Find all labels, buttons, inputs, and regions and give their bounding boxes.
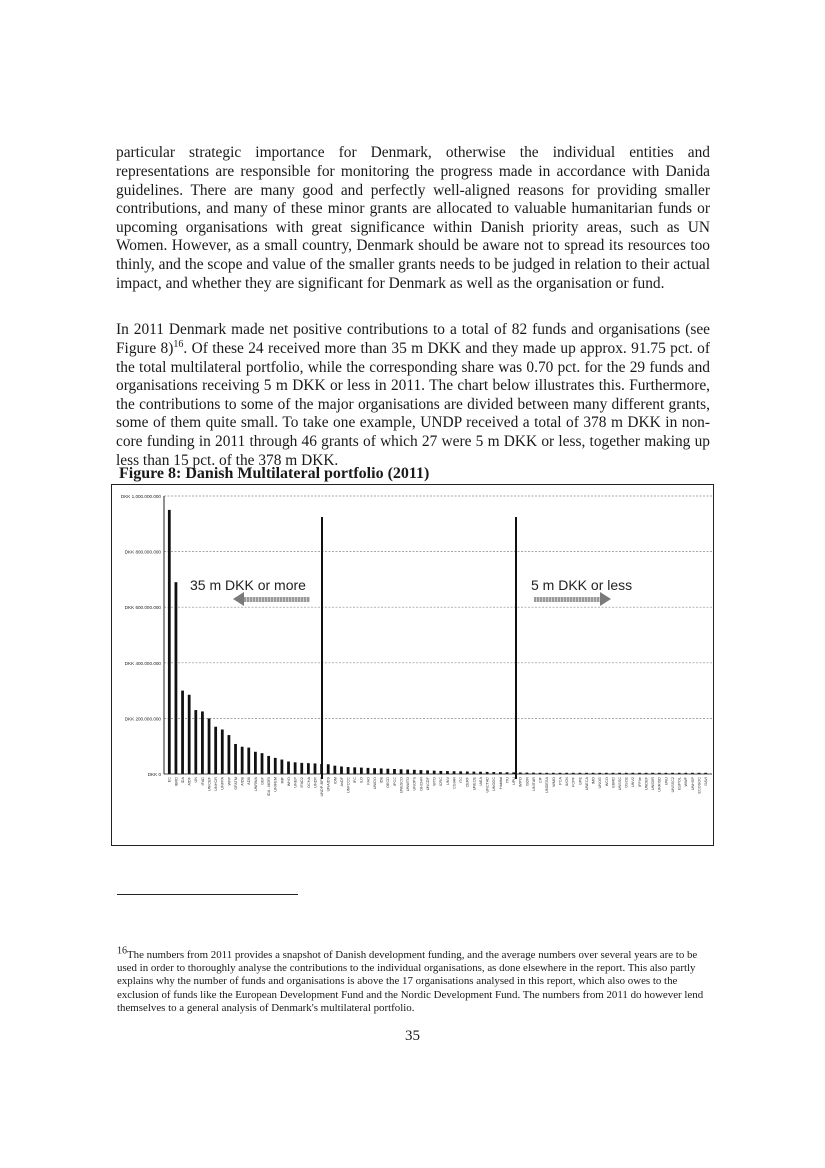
bar-1 bbox=[168, 510, 171, 774]
bar-31 bbox=[367, 768, 370, 774]
bar-30 bbox=[360, 768, 363, 774]
bar-5 bbox=[194, 710, 197, 774]
bar-36 bbox=[400, 769, 403, 774]
x-tick-label: WIPO bbox=[518, 777, 523, 788]
x-tick-label: UNRWA bbox=[253, 777, 258, 792]
x-tick-label: ECOSOC bbox=[697, 777, 702, 794]
x-tick-label: IUCN bbox=[565, 777, 570, 787]
x-tick-label: UNV bbox=[445, 777, 450, 786]
y-tick-label: DKK 400.000.000 bbox=[124, 660, 161, 666]
x-tick-label: UNAIDS bbox=[326, 777, 331, 792]
paragraph-2-text-end: . Of these 24 received more than 35 m DKK and they made up approx. 91.75 pct. of the total multilateral portfolio, while the corresponding share was 0.70 pct. for the 29 funds and organisations receiving 5 m DKK or less in 2011. The chart below illustrates this. Furthermore, the contributions to some of the major organisations are divided between many different grants, some of them quite small. To take one example, UNDP received a total of 378 m DKK in non-core funding in 2011 through 46 grants of which 27 were 5 m DKK or less, together making up less than 15 pct. of the 378 m DKK. bbox=[116, 339, 710, 469]
bar-25 bbox=[327, 764, 330, 774]
y-tick-label: DKK 600.000.000 bbox=[124, 605, 161, 611]
x-tick-label: UNWTO bbox=[406, 777, 411, 792]
x-tick-label: GPE bbox=[578, 777, 583, 786]
x-tick-label: IMF bbox=[280, 777, 285, 784]
y-tick-label: DKK 1.000.000.000 bbox=[120, 494, 161, 499]
x-tick-label: UNECA bbox=[584, 777, 589, 791]
bar-18 bbox=[280, 760, 283, 774]
x-tick-label: UNICEF bbox=[207, 777, 212, 792]
x-tick-label: IDA - MDRI bbox=[267, 777, 272, 797]
x-tick-label: IFFIm bbox=[637, 777, 642, 787]
x-tick-label: AfDB bbox=[240, 777, 245, 786]
bar-6 bbox=[201, 711, 204, 774]
x-tick-label: EC bbox=[167, 777, 172, 783]
bar-22 bbox=[307, 763, 310, 774]
x-tick-label: UNIFEM bbox=[273, 777, 278, 792]
x-tick-label: IMO bbox=[591, 777, 596, 785]
chart-frame bbox=[111, 484, 714, 846]
x-tick-label: AsDF bbox=[339, 777, 344, 787]
x-tick-label: ITC bbox=[459, 777, 464, 784]
x-tick-label: FAO bbox=[366, 777, 371, 785]
x-tick-label: UNFCCC bbox=[346, 777, 351, 794]
x-tick-label: ISDR bbox=[525, 777, 530, 787]
x-tick-label: UNIDO bbox=[372, 777, 377, 790]
x-tick-label: CERF bbox=[465, 777, 470, 788]
x-tick-label: GEF bbox=[260, 777, 265, 785]
footnote-reference[interactable]: 16 bbox=[173, 338, 184, 350]
x-tick-label: FCPF bbox=[571, 777, 576, 787]
x-tick-label: UNSSC bbox=[618, 777, 623, 791]
annotation-5m-or-less: 5 m DKK or less bbox=[531, 577, 633, 593]
x-tick-label: PCA bbox=[558, 777, 563, 785]
x-tick-label: UNCDF bbox=[425, 777, 430, 791]
bar-32 bbox=[373, 768, 376, 774]
bar-20 bbox=[294, 762, 297, 774]
x-tick-label: OECD bbox=[386, 777, 391, 788]
bar-34 bbox=[386, 769, 389, 774]
x-tick-label: WFP bbox=[227, 777, 232, 786]
x-tick-label: IFAD2 bbox=[300, 777, 305, 788]
x-tick-label: UNDP bbox=[313, 777, 318, 788]
bar-23 bbox=[314, 763, 317, 774]
bar-13 bbox=[247, 748, 250, 774]
footnote-divider bbox=[117, 894, 298, 895]
x-tick-label: IDB bbox=[379, 777, 384, 784]
x-tick-label: IBRD bbox=[174, 777, 179, 787]
bar-41 bbox=[433, 771, 436, 774]
bar-16 bbox=[267, 756, 270, 774]
bar-38 bbox=[413, 770, 416, 774]
x-tick-label: UNDEF bbox=[644, 777, 649, 791]
x-tick-label: GFATM bbox=[233, 777, 238, 790]
arrow-right-icon bbox=[534, 597, 600, 602]
x-tick-label: UPU bbox=[512, 777, 517, 786]
x-tick-label: UNOPS bbox=[412, 777, 417, 791]
x-tick-label: IAEA bbox=[478, 777, 483, 786]
bar-21 bbox=[300, 763, 303, 774]
bar-37 bbox=[406, 770, 409, 774]
bar-35 bbox=[393, 769, 396, 774]
x-tick-label: UNOG bbox=[598, 777, 603, 789]
annotation-35m-or-more: 35 m DKK or more bbox=[190, 577, 306, 593]
bar-3 bbox=[181, 691, 184, 774]
x-tick-label: WCO bbox=[604, 777, 609, 787]
page-number: 35 bbox=[405, 1028, 420, 1044]
x-tick-label: IOM bbox=[333, 777, 338, 785]
x-tick-label: UNDP-BPT bbox=[320, 777, 325, 797]
x-tick-label: UN bbox=[194, 777, 199, 783]
bar-43 bbox=[446, 771, 449, 774]
x-tick-label: IFAD bbox=[200, 777, 205, 786]
x-tick-label: IFC bbox=[353, 777, 358, 784]
bar-15 bbox=[261, 753, 264, 774]
x-tick-label: UNECE bbox=[472, 777, 477, 791]
y-tick-label: DKK 800.000.000 bbox=[124, 549, 161, 555]
x-tick-label: UNEP bbox=[293, 777, 298, 788]
x-tick-label: OHCHR bbox=[419, 777, 424, 791]
body-paragraph-2 bbox=[116, 321, 710, 470]
x-tick-label: IPCC bbox=[392, 777, 397, 787]
x-tick-label: OCHA bbox=[306, 777, 311, 788]
x-tick-label: CGIAR bbox=[452, 777, 457, 790]
arrow-left-icon bbox=[244, 597, 310, 602]
bar-28 bbox=[347, 767, 350, 774]
bar-14 bbox=[254, 752, 257, 774]
x-tick-label: EBRD bbox=[611, 777, 616, 788]
x-tick-label: OSCE bbox=[624, 777, 629, 788]
bar-39 bbox=[420, 770, 423, 774]
x-tick-label: UNDESA bbox=[545, 777, 550, 793]
y-tick-label: DKK 200.000.000 bbox=[124, 716, 161, 722]
x-tick-label: WWF bbox=[684, 777, 689, 787]
x-tick-label: UNFPA bbox=[220, 777, 225, 790]
bar-7 bbox=[208, 718, 211, 774]
x-tick-label: GAVI bbox=[704, 777, 709, 786]
x-tick-label: WHO bbox=[286, 777, 291, 787]
x-tick-label: ITU bbox=[505, 777, 510, 784]
x-tick-label: UNODC bbox=[492, 777, 497, 791]
x-tick-label: UNHCR bbox=[214, 777, 219, 791]
bar-19 bbox=[287, 761, 290, 774]
x-tick-label: ICRC bbox=[439, 777, 444, 787]
x-tick-label: CIF bbox=[538, 777, 543, 784]
bar-8 bbox=[214, 727, 217, 774]
x-tick-label: WMO bbox=[551, 777, 556, 787]
paragraph-2-text-start: In 2011 Denmark made net positive contributions to a total of 82 funds and organisations (see Figure 8) bbox=[116, 321, 710, 357]
bar-chart bbox=[112, 485, 713, 845]
x-tick-label: UNSSC2 bbox=[670, 777, 675, 793]
footnote-marker: 16 bbox=[117, 945, 127, 957]
bar-2 bbox=[175, 582, 178, 774]
x-tick-label: EUPOL bbox=[677, 777, 682, 790]
bar-29 bbox=[353, 767, 356, 774]
bar-26 bbox=[333, 766, 336, 774]
bar-10 bbox=[228, 735, 231, 774]
bar-42 bbox=[439, 771, 442, 774]
x-tick-label: WTO bbox=[432, 777, 437, 786]
y-tick-label: DKK 0 bbox=[147, 772, 161, 777]
x-tick-label: UNCTAD bbox=[485, 777, 490, 793]
footnote-text: The numbers from 2011 provides a snapshot of Danish development funding, and the average numbers over several years are to be used in order to thoroughly analyse the contributions to the individual organisations, as done elsewhere in the report. This also partly explains why the number of funds and organisations is above the 17 organisations analysed in this report, which also owes to the exclusion of funds like the European Development Fund and the Nordic Development Fund. The numbers from 2011 do however lend themselves to a general analysis of Denmark's multilateral portfolio. bbox=[117, 948, 704, 1014]
bar-12 bbox=[241, 747, 244, 774]
x-tick-label: ILO bbox=[359, 777, 364, 784]
bar-44 bbox=[453, 771, 456, 774]
figure-title: Figure 8: Danish Multilateral portfolio (2011) bbox=[119, 465, 430, 482]
x-tick-label: UNESCO bbox=[399, 777, 404, 794]
bar-4 bbox=[188, 695, 191, 774]
x-tick-label: UNIDIR bbox=[651, 777, 656, 791]
bar-9 bbox=[221, 730, 224, 774]
x-tick-label: UNV2 bbox=[631, 777, 636, 788]
x-tick-label: UNHSP bbox=[690, 777, 695, 791]
body-paragraph-1: particular strategic importance for Denmark, otherwise the individual entities and representations are responsible for monitoring the progress made in accordance with Danida guidelines. There are many good and perfectly well-aligned reasons for providing smaller contributions, and many of these minor grants are allocated to valuable humanitarian funds or upcoming organisations with great significance within Danish priority areas, such as UN Women. However, as a small country, Denmark should be aware not to spread its resources too thinly, and the scope and value of the smaller grants needs to be judged in relation to their actual impact, and whether they are significant for Denmark as well as the organisation or fund. bbox=[116, 144, 710, 292]
bar-17 bbox=[274, 758, 277, 774]
x-tick-label: AfDF bbox=[187, 777, 192, 786]
x-tick-label: UNRISD bbox=[657, 777, 662, 792]
x-tick-label: UNU bbox=[664, 777, 669, 786]
x-tick-label: IDA bbox=[180, 777, 185, 784]
x-tick-label: UNITAR bbox=[531, 777, 536, 791]
x-tick-label: Habitat bbox=[498, 777, 503, 790]
bar-11 bbox=[234, 744, 237, 774]
footnote bbox=[117, 945, 715, 1015]
bar-27 bbox=[340, 766, 343, 774]
bar-33 bbox=[380, 768, 383, 774]
x-tick-label: ADB bbox=[247, 777, 252, 785]
bar-40 bbox=[426, 770, 429, 774]
